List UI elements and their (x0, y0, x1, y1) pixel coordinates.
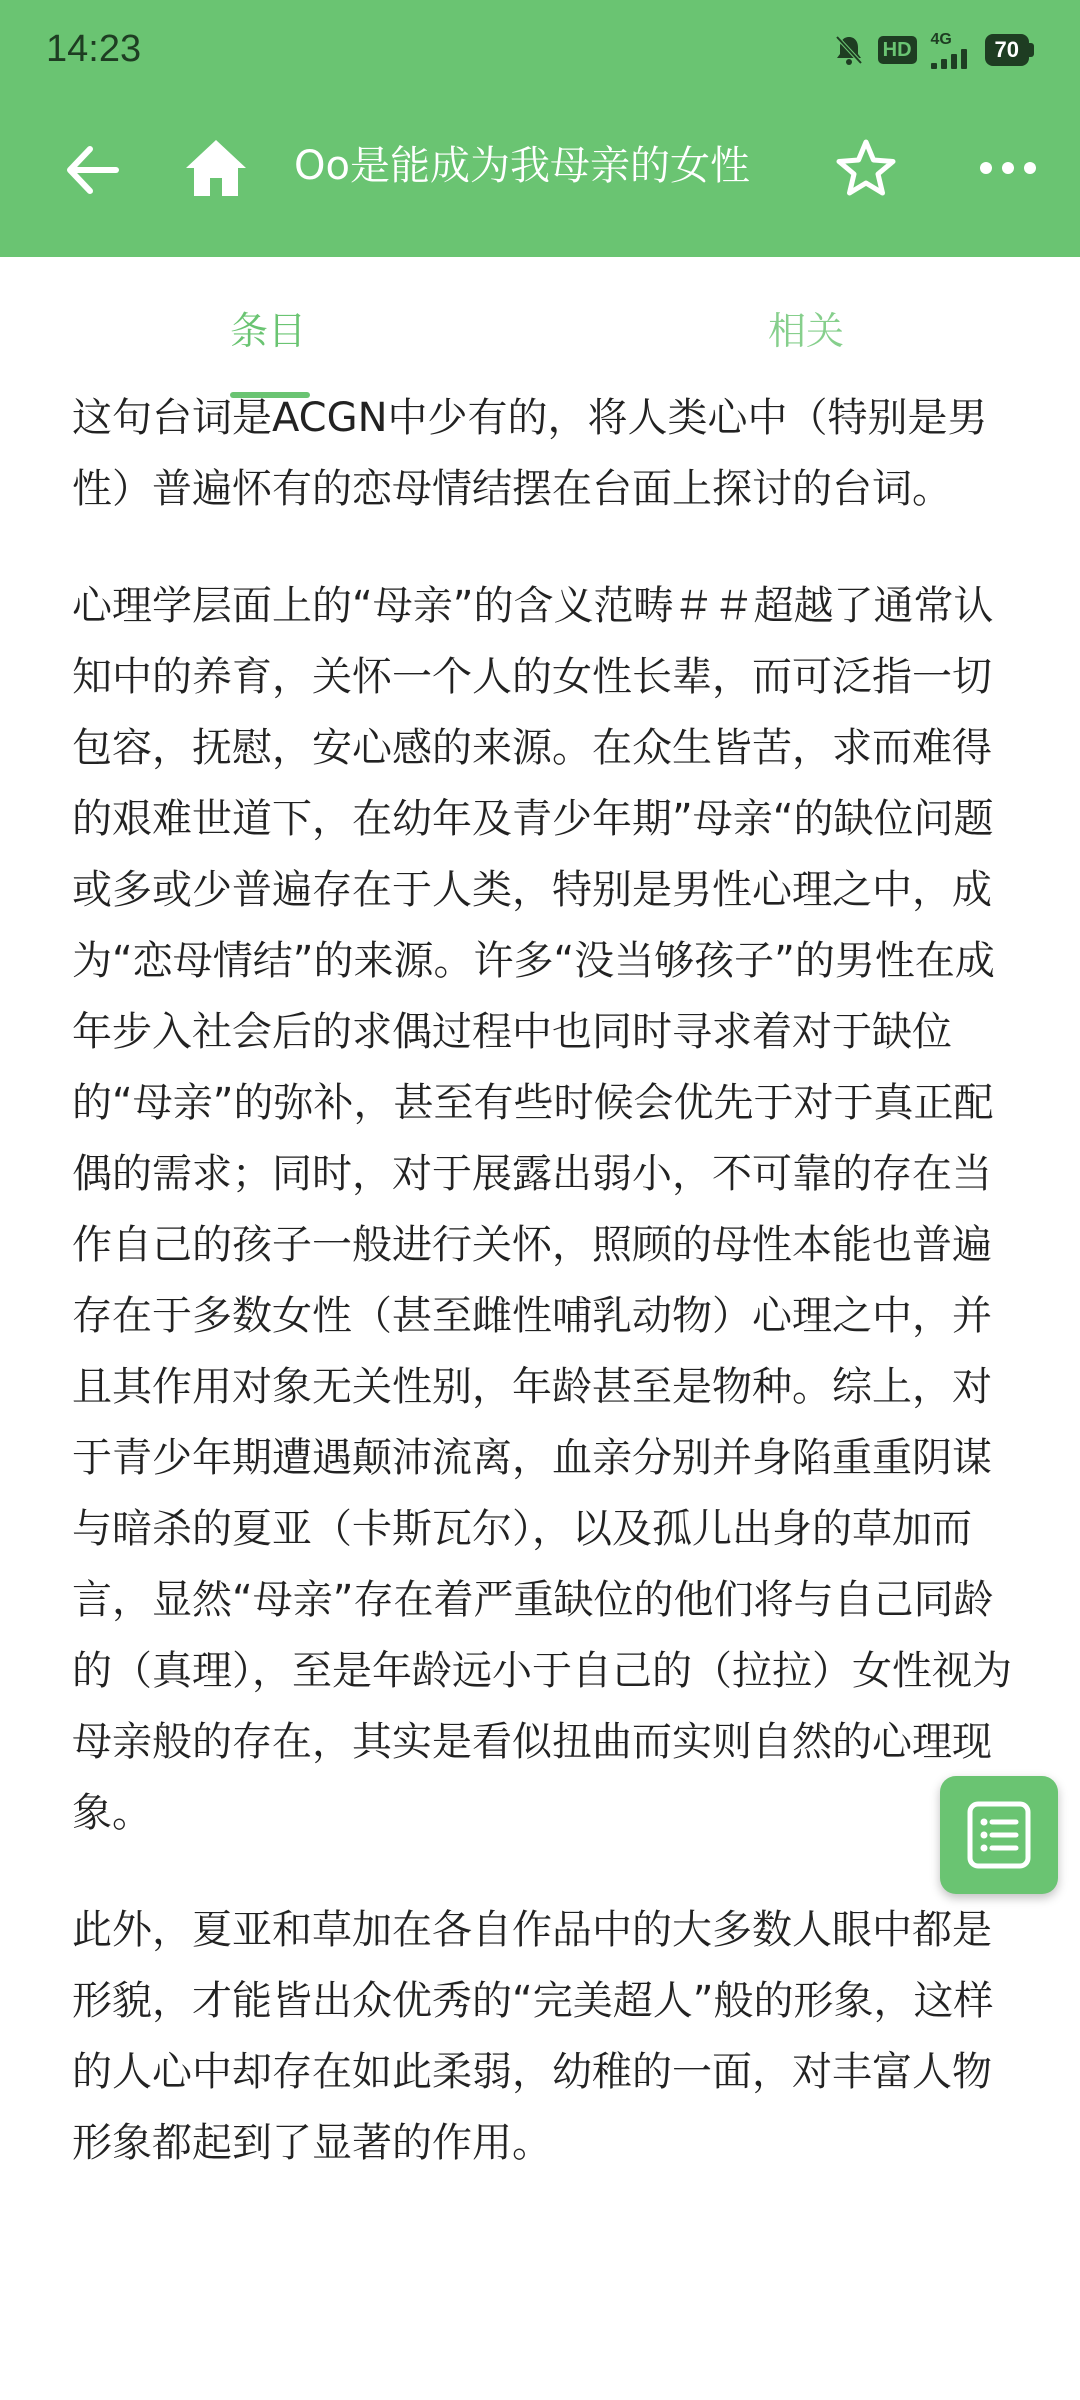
status-icons (834, 30, 1034, 70)
app-bar (0, 0, 1080, 257)
article-paragraph: 这句台词是ACGN中少有的，将人类心中（特别是男性）普遍怀有的恋母情结摆在台面上探讨的台词。 (72, 395, 988, 512)
more-icon (978, 160, 1038, 176)
home-button[interactable] (178, 130, 254, 206)
favorite-button[interactable] (826, 128, 906, 208)
star-icon (835, 138, 897, 198)
signal-icon (931, 32, 971, 69)
battery-tip (1029, 43, 1034, 57)
more-button[interactable] (968, 132, 1048, 204)
battery-level: 70 (985, 34, 1029, 66)
tab-entry[interactable]: 条目 (230, 309, 307, 353)
back-arrow-icon (64, 145, 120, 195)
table-of-contents-button[interactable] (940, 1776, 1058, 1894)
network-label: 4G (930, 30, 952, 48)
article-paragraph: 心理学层面上的“母亲”的含义范畴＃＃超越了通常认知中的养育，关怀一个人的女性长辈，而可泛指一切包容，抚慰，安心感的来源。在众生皆苦，求而难得的艰难世道下，在幼年及青少年期”母亲“的缺位问题或多或少普遍存在于人类，特别是男性心理之中，成为“恋母情结”的来源。许多“没当够孩子”的男性在成年步入社会后的求偶过程中也同时寻求着对于缺位的“母亲”的弥补，甚至有些时候会优先于对于真正配偶的需求；同时，对于展露出弱小，不可靠的存在当作自己的孩子一般进行关怀，照顾的母性本能也普遍存在于多数女性（甚至雌性哺乳动物）心理之中，并且其作用对象无关性别，年龄甚至是物种。综上，对于青少年期遭遇颠沛流离，血亲分别并身陷重重阴谋与暗杀的夏亚（卡斯瓦尔），以及孤儿出身的草加而言，显然“母亲”存在着严重缺位的他们将与自己同龄的（真理），至是年龄远小于自己的（拉拉）女性视为母亲般的存在，其实是看似扭曲而实则自然的心理现象。 (72, 583, 1012, 1836)
tab-related[interactable]: 相关 (768, 309, 845, 353)
bell-muted-icon (834, 34, 864, 66)
article-paragraph: 此外，夏亚和草加在各自作品中的大多数人眼中都是形貌，才能皆出众优秀的“完美超人”般的形象，这样的人心中却存在如此柔弱，幼稚的一面，对丰富人物形象都起到了显著的作用。 (72, 1907, 994, 2166)
battery-icon (985, 34, 1034, 66)
status-time: 14:23 (46, 28, 142, 70)
back-button[interactable] (56, 134, 128, 206)
list-icon (964, 1800, 1034, 1870)
article-content (72, 383, 1012, 2225)
home-icon (184, 138, 248, 198)
page-title: Oo是能成为我母亲的女性 (294, 143, 750, 189)
hd-icon: HD (878, 36, 917, 64)
